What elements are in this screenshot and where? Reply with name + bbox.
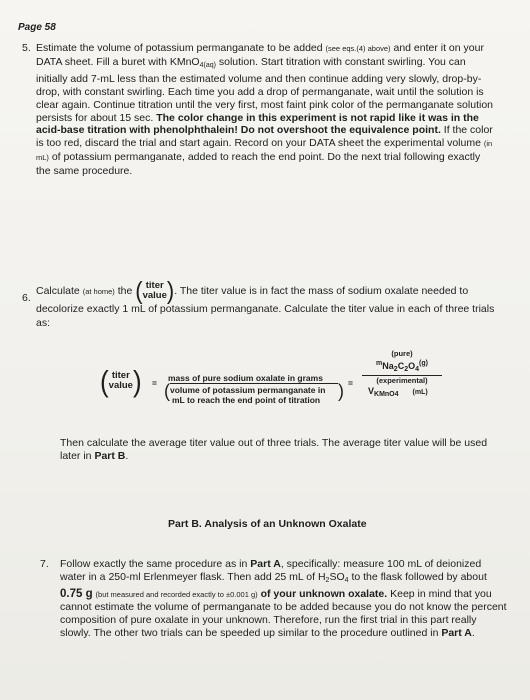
item-7-number: 7. (40, 558, 49, 570)
item-5-paragraph: Estimate the volume of potassium permanganate to be added (see eqs.(4) above) and enter it on your DATA sheet. Fill a buret with KMnO$_{4(aq)}$ solution. Start titration with constant swirling. You can initially add 7-mL less than the estimated volume and then continue adding very slowly, drop-by-drop, with constant swirling. Each time you add a drop of permanganate, wait until the solution is clear again. Continue titration until the very first, most faint pink color of the permanganate solution persists for about 15 sec. The color change in this experiment is not rapid like it was in the acid-base titration with phenolphthalein! Do not overshoot the equivalence point. If the color is too red, discard the trial and start again. Record on your DATA sheet the experimental volume (in mL) of potassium permanganate, added to reach the end point. Do the next trial following exactly the same procedure. (36, 42, 493, 178)
titer-value-fraction: titer value (142, 280, 167, 301)
equals-sign: = (152, 378, 157, 388)
average-titer-paragraph: Then calculate the average titer value out of three trials. The average titer value will be used later in Part B. (60, 437, 488, 462)
item-6-paragraph: Calculate (at home) the ( titer value ). The titer value is in fact the mass of sodium oxalate needed to decolorize exactly 1 mL of potassium permanganate. Calculate the titer value in each of three trials as: (36, 276, 495, 329)
titer-equation: ( titer value ) = mass of pure sodium oxalate in grams ( volume of potassium permanganate in mL to reach the end point of titration ) = (pure) $^mNa_2C_2O_4^{(g)}$ (experimental) $V_{KMnO4}$ (mL) (100, 370, 440, 430)
equals-sign-2: = (348, 378, 353, 388)
symbol-fraction: (pure) $^mNa_2C_2O_4^{(g)}$ (experimental) $V_{KMnO4}$ (mL) (362, 349, 442, 400)
page-header: Page 58 (18, 22, 56, 33)
word-fraction: mass of pure sodium oxalate in grams ( volume of potassium permanganate in mL to reach the end point of titration ) (164, 373, 344, 405)
part-b-title: Part B. Analysis of an Unknown Oxalate (168, 518, 367, 530)
item-5-number: 5. (22, 42, 31, 54)
item-7-paragraph: Follow exactly the same procedure as in Part A, specifically: measure 100 mL of deionized water in a 250-ml Erlenmeyer flask. Then add 25 mL of $H_2SO_4$ to the flask followed by about 0.75 g (but measured and recorded exactly to ±0.001 g) of your unknown oxalate. Keep in mind that you cannot estimate the volume of permanganate to be added because you do not know the percent composition of pure oxalate in your unknown. Therefore, run the first trial in this part really slowly. The other two trials can be speeded up similar to the procedure outlined in Part A. (60, 558, 507, 639)
item-6-number: 6. (22, 292, 31, 304)
